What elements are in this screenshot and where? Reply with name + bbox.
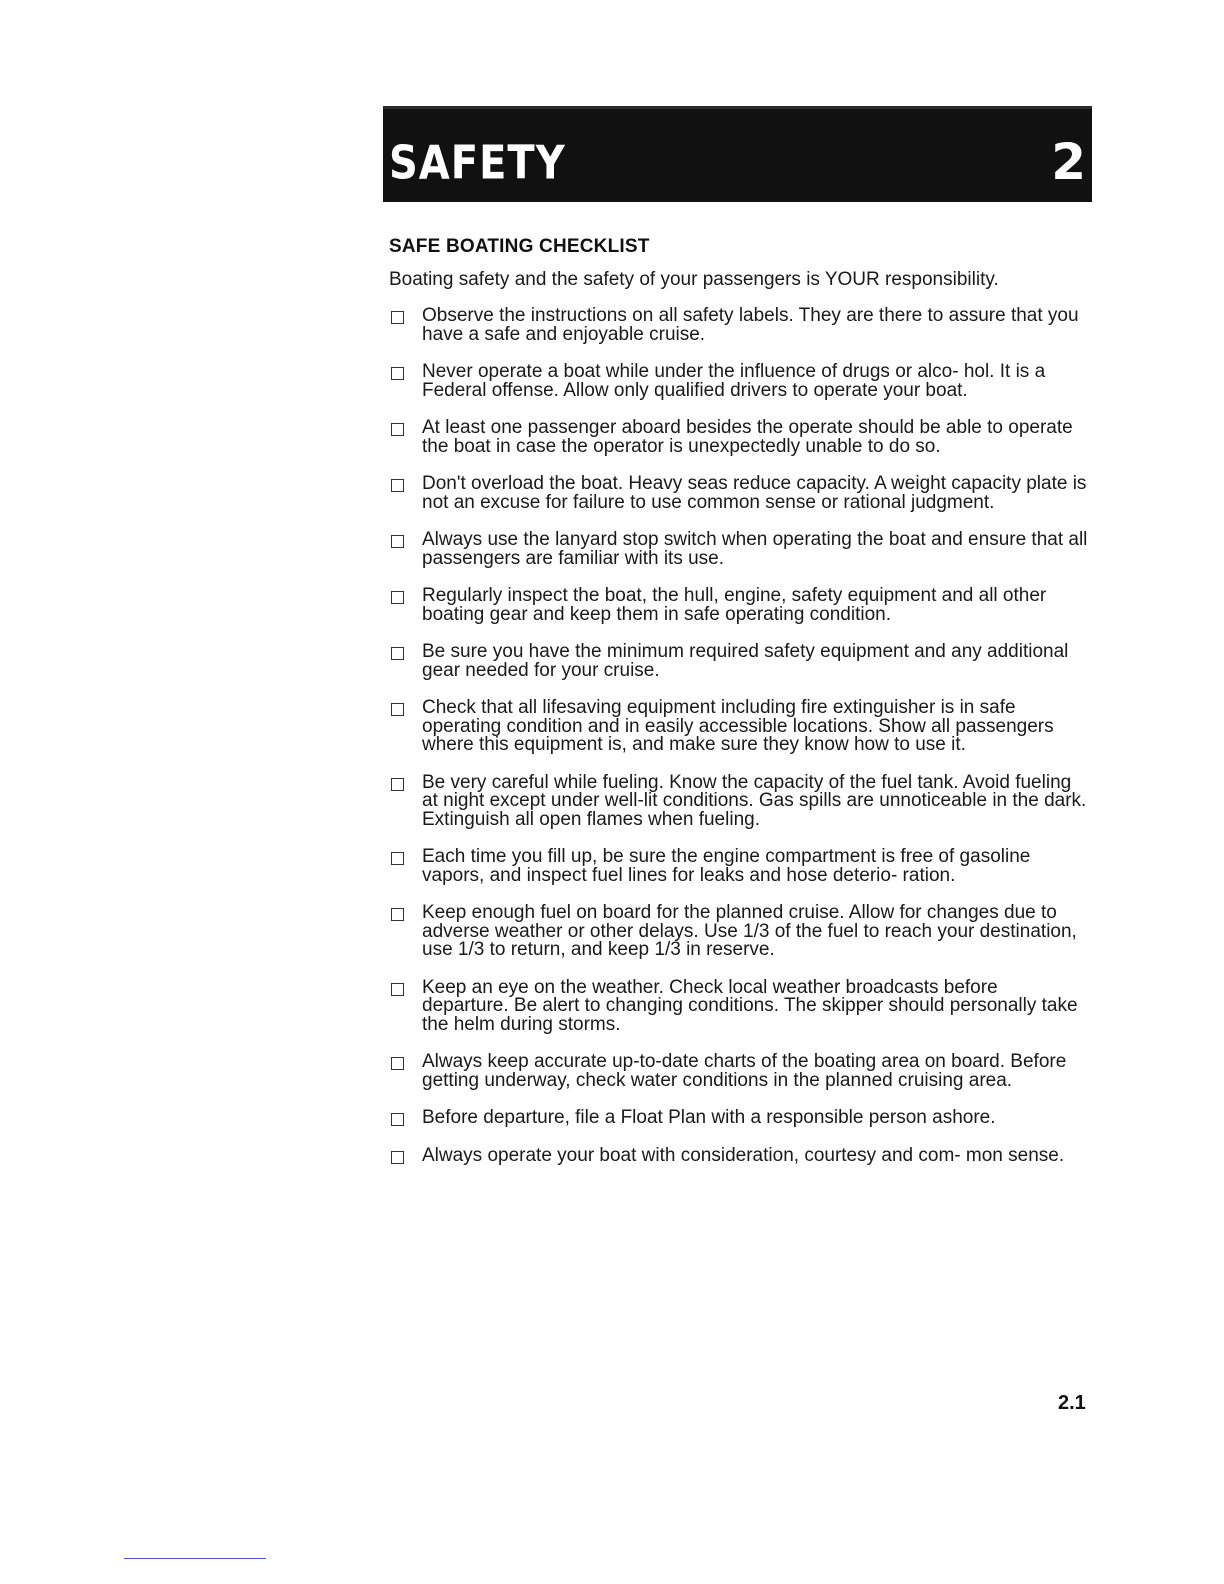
checklist-item-text: Be sure you have the minimum required safety equipment and any additional gear needed for your cruise. — [422, 641, 1069, 681]
checklist-item-text: Always use the lanyard stop switch when operating the boat and ensure that all passengers are familiar with its use. — [422, 529, 1088, 569]
checklist-item — [389, 1144, 1089, 1166]
checklist-item — [389, 531, 1089, 568]
checkbox-icon — [391, 591, 404, 604]
section-heading: SAFE BOATING CHECKLIST — [389, 236, 650, 257]
checkbox-icon — [391, 1151, 404, 1164]
checkbox-icon — [391, 908, 404, 921]
chapter-number: 2 — [1051, 133, 1086, 191]
checkbox-icon — [391, 311, 404, 324]
checklist-item — [389, 363, 1089, 400]
checkbox-icon — [391, 647, 404, 660]
checklist-item — [389, 699, 1089, 755]
checklist-item-text: Keep enough fuel on board for the planned cruise. Allow for changes due to adverse weather or other delays. Use 1/3 of the fuel to reach your destination, use 1/3 to return, and keep 1/3 in reserve. — [422, 902, 1077, 960]
checkbox-icon — [391, 1113, 404, 1126]
checkbox-icon — [391, 479, 404, 492]
checkbox-icon — [391, 983, 404, 996]
checklist-item — [389, 976, 1089, 1035]
checklist-item — [389, 848, 1089, 885]
checklist-item-text: Don't overload the boat. Heavy seas reduce capacity. A weight capacity plate is not an excuse for failure to use common sense or rational judgment. — [422, 473, 1087, 513]
checkbox-icon — [391, 703, 404, 716]
page-number: 2.1 — [1058, 1392, 1086, 1414]
checkbox-icon — [391, 778, 404, 791]
footer-rule — [124, 1558, 266, 1559]
checkbox-icon — [391, 1057, 404, 1070]
checklist-item — [389, 1053, 1089, 1090]
checklist-item — [389, 904, 1089, 960]
checklist-item-text: Always operate your boat with consideration, courtesy and com- mon sense. — [422, 1144, 1065, 1166]
checkbox-icon — [391, 535, 404, 548]
checklist-item — [389, 1109, 1089, 1128]
intro-paragraph: Boating safety and the safety of your passengers is YOUR responsibility. — [389, 269, 999, 290]
checklist-item-text: Always keep accurate up-to-date charts of the boating area on board. Before getting underway, check water conditions in the planned cruising area. — [422, 1051, 1067, 1091]
checklist-item-text: Regularly inspect the boat, the hull, engine, safety equipment and all other boating gear and keep them in safe operating condition. — [422, 585, 1047, 625]
checklist-item-text: At least one passenger aboard besides the operate should be able to operate the boat in case the operator is unexpectedly unable to do so. — [422, 417, 1073, 457]
checkbox-icon — [391, 423, 404, 436]
checklist-item-text: Each time you fill up, be sure the engine compartment is free of gasoline vapors, and inspect fuel lines for leaks and hose deterio- ration. — [422, 846, 1031, 886]
checklist-item-text: Observe the instructions on all safety labels. They are there to assure that you have a safe and enjoyable cruise. — [422, 305, 1079, 345]
safety-checklist — [389, 307, 1089, 1165]
checklist-item-text: Check that all lifesaving equipment including fire extinguisher is in safe operating condition and in easily accessible locations. Show all passengers where this equipment is, and make sure they know how to use it. — [422, 697, 1054, 755]
checkbox-icon — [391, 852, 404, 865]
chapter-title: SAFETY — [389, 137, 566, 190]
checklist-item — [389, 307, 1089, 344]
checklist-item — [389, 771, 1089, 830]
checklist-item-text: Keep an eye on the weather. Check local weather broadcasts before departure. Be alert to changing conditions. The skipper should personally take the helm during storms. — [422, 976, 1078, 1035]
checklist-item — [389, 587, 1089, 624]
checklist-item-text: Never operate a boat while under the influence of drugs or alco- hol. It is a Federal offense. Allow only qualified drivers to operate your boat. — [422, 361, 1046, 401]
checklist-item — [389, 475, 1089, 512]
checklist-item — [389, 419, 1089, 456]
checklist-item-text: Before departure, file a Float Plan with a responsible person ashore. — [422, 1107, 996, 1128]
checkbox-icon — [391, 367, 404, 380]
checklist-item-text: Be very careful while fueling. Know the capacity of the fuel tank. Avoid fueling at night except under well-lit conditions. Gas spills are unnoticeable in the dark. Extinguish all open flames when fueling. — [422, 771, 1087, 830]
chapter-header-bar — [383, 106, 1092, 202]
checklist-item — [389, 643, 1089, 680]
